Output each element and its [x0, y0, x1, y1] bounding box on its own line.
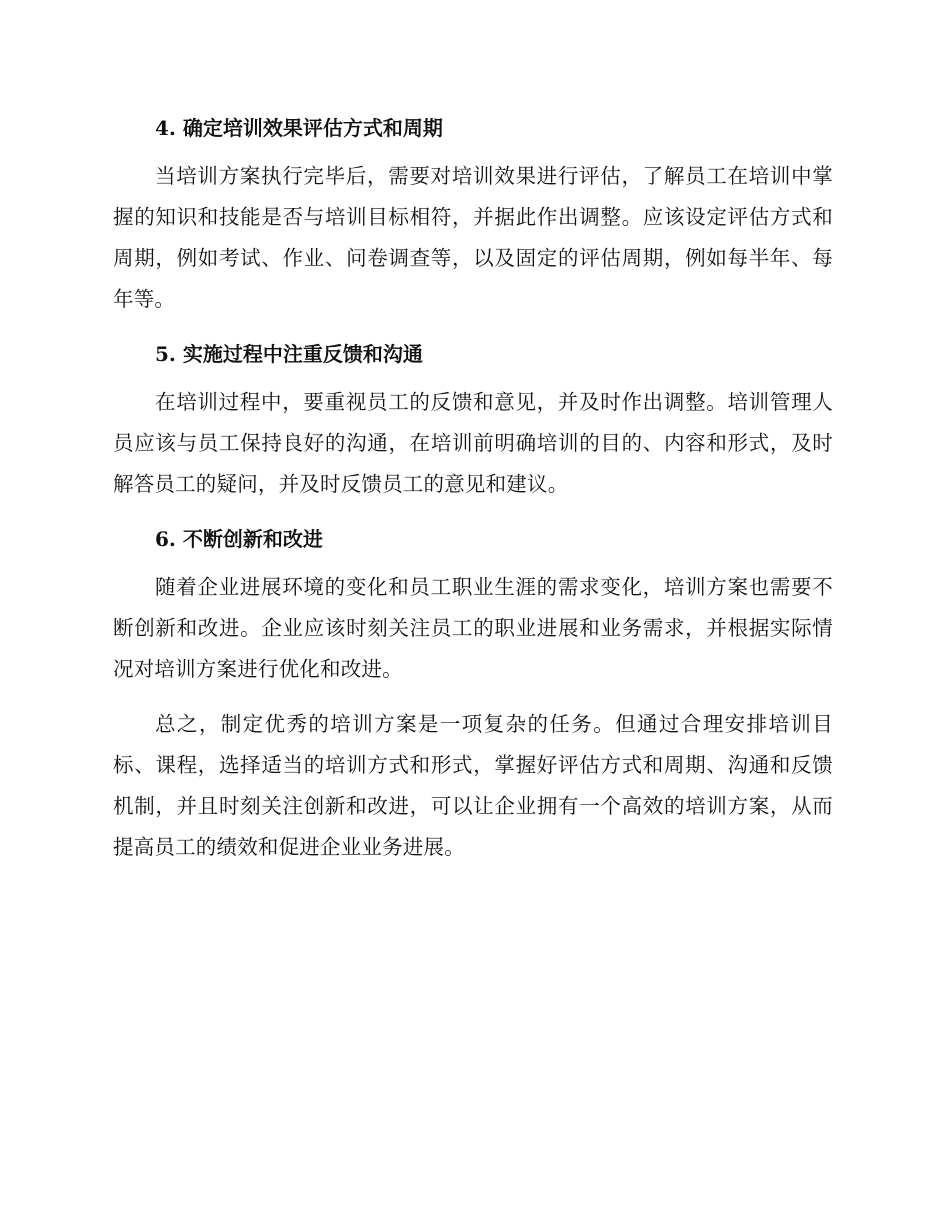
spacer	[113, 374, 833, 382]
section-paragraph-5: 在培训过程中，要重视员工的反馈和意见，并及时作出调整。培训管理人员应该与员工保持良好的沟通，在培训前明确培训的目的、内容和形式，及时解答员工的疑问，并及时反馈员工的意见和建议。	[113, 390, 833, 496]
document-content	[113, 108, 833, 868]
spacer	[113, 148, 833, 156]
section-paragraph-6: 随着企业进展环境的变化和员工职业生涯的需求变化，培训方案也需要不断创新和改进。企业应该时刻关注员工的职业进展和业务需求，并根据实际情况对培训方案进行优化和改进。	[113, 575, 833, 681]
spacer	[113, 559, 833, 567]
section-heading-4: 4. 确定培训效果评估方式和周期	[155, 116, 443, 140]
spacer	[113, 320, 833, 334]
section-heading-6: 6. 不断创新和改进	[155, 527, 323, 551]
section-paragraph-4: 当培训方案执行完毕后，需要对培训效果进行评估，了解员工在培训中掌握的知识和技能是否与培训目标相符，并据此作出调整。应该设定评估方式和周期，例如考试、作业、问卷调查等，以及固定的评估周期，例如每半年、每年等。	[113, 164, 833, 311]
spacer	[113, 690, 833, 704]
section-heading-5: 5. 实施过程中注重反馈和沟通	[155, 342, 423, 366]
spacer	[113, 505, 833, 519]
conclusion-paragraph: 总之，制定优秀的培训方案是一项复杂的任务。但通过合理安排培训目标、课程，选择适当的培训方式和形式，掌握好评估方式和周期、沟通和反馈机制，并且时刻关注创新和改进，可以让企业拥有一个高效的培训方案，从而提高员工的绩效和促进企业业务进展。	[113, 712, 833, 859]
